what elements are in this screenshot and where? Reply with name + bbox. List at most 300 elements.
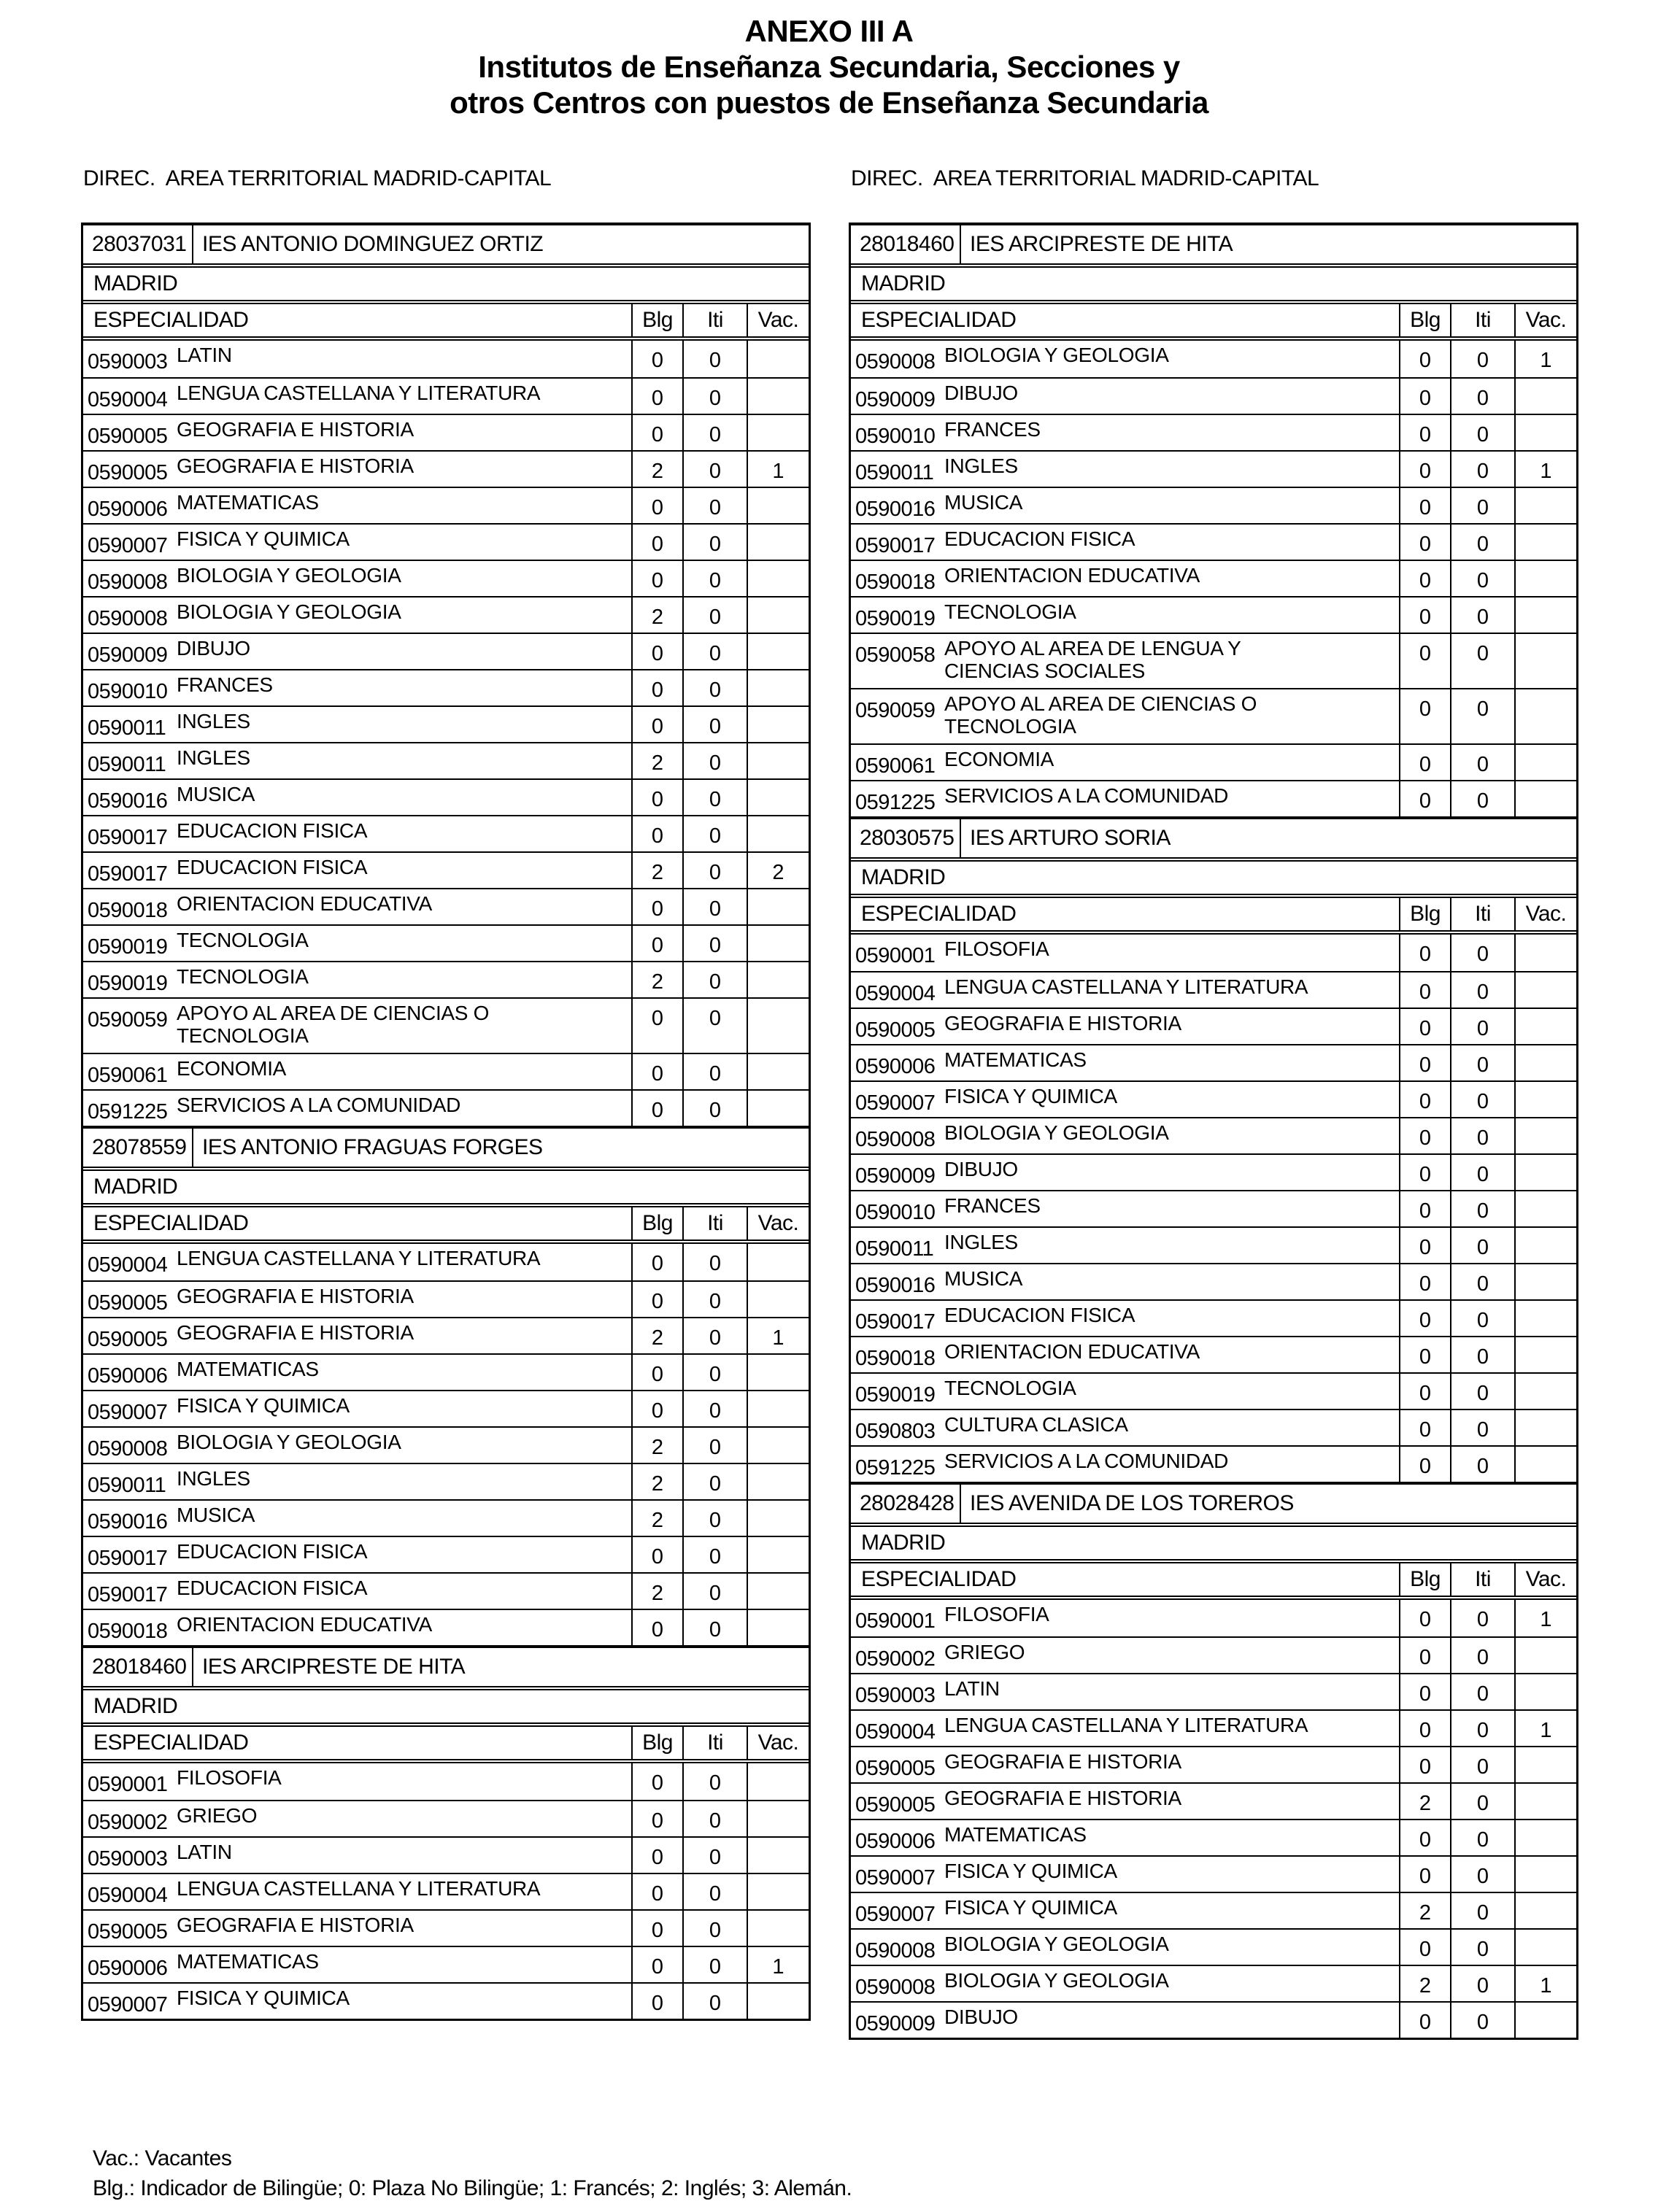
vac-value [1514,1118,1576,1153]
column-right [849,166,1578,2040]
vac-value [1514,2003,1576,2038]
specialty-row [83,815,809,851]
blg-value: 0 [631,561,682,596]
specialty-row [851,935,1576,971]
specialty-row [851,2001,1576,2038]
vac-value [747,707,809,742]
vac-value: 1 [1514,1600,1576,1636]
header-iti: Iti [1450,304,1514,336]
center-name: IES ARCIPRESTE DE HITA [970,232,1233,256]
header-especialidad: ESPECIALIDAD [93,1211,249,1235]
title-line-1: ANEXO III A [744,14,914,48]
blg-value: 0 [631,1282,682,1317]
specialty-code: 0590005 [88,1920,168,1944]
specialty-name: APOYO AL AREA DE LENGUA Y CIENCIAS SOCIALES [944,637,1241,682]
center-header-row [851,225,1576,268]
specialty-row [83,450,809,487]
iti-value: 0 [1450,2003,1514,2038]
blg-value: 0 [1399,1674,1450,1709]
specialty-code: 0590005 [88,425,168,448]
specialty-code: 0590011 [88,1474,166,1497]
header-vac: Vac. [747,1727,809,1759]
specialty-name: SERVICIOS A LA COMUNIDAD [944,1450,1229,1472]
vac-value: 1 [1514,1711,1576,1746]
blg-value: 0 [631,1801,682,1836]
specialty-row [83,1946,809,1982]
specialty-name: BIOLOGIA Y GEOLOGIA [944,344,1169,366]
specialty-code: 0590009 [855,2012,936,2035]
specialty-code: 0590007 [88,1993,168,2016]
vac-value [747,341,809,377]
iti-value: 0 [1450,1264,1514,1299]
specialty-name: LATIN [177,1841,232,1863]
table-column-headers [83,1207,809,1244]
municipality-row: MADRID [83,1171,809,1207]
specialty-code: 0590007 [88,534,168,557]
municipality-row: MADRID [851,862,1576,898]
specialty-code: 0590004 [88,388,168,411]
specialty-row [83,1536,809,1572]
specialty-code: 0590016 [88,789,168,813]
vac-value: 1 [747,1947,809,1982]
specialty-row [83,1426,809,1463]
specialty-row [851,1855,1576,1892]
blg-value: 0 [1399,379,1450,414]
iti-value: 0 [1450,379,1514,414]
specialty-name: ORIENTACION EDUCATIVA [177,892,432,915]
iti-value: 0 [682,889,747,924]
iti-value: 0 [1450,1930,1514,1965]
specialty-row [83,1836,809,1873]
specialty-name: TECNOLOGIA [944,1377,1076,1399]
iti-value: 0 [682,1911,747,1946]
iti-value: 0 [1450,1857,1514,1892]
blg-value: 0 [631,341,682,377]
legend-vac: Vac.: Vacantes [93,2146,232,2170]
specialty-code: 0590009 [855,1164,936,1188]
specialty-name: FILOSOFIA [944,937,1049,960]
vac-value [747,1911,809,1946]
iti-value: 0 [1450,1228,1514,1263]
iti-value: 0 [682,1537,747,1572]
specialty-name: FISICA Y QUIMICA [944,1085,1117,1107]
specialty-code: 0590008 [855,1939,936,1962]
iti-value: 0 [682,1091,747,1126]
vac-value [1514,1191,1576,1226]
specialty-code: 0591225 [88,1100,168,1124]
specialty-row [83,487,809,523]
iti-value: 0 [682,780,747,815]
specialty-code: 0590004 [88,1884,168,1907]
specialty-code: 0590011 [855,1237,934,1261]
specialty-code: 0590004 [88,1253,168,1277]
vac-value [747,926,809,961]
specialty-code: 0590008 [88,607,168,630]
iti-value: 0 [1450,488,1514,523]
specialty-code: 0590007 [88,1401,168,1424]
blg-value: 0 [631,1091,682,1126]
specialty-name: DIBUJO [944,382,1018,404]
specialty-row [83,924,809,961]
iti-value: 0 [682,743,747,778]
blg-value: 0 [631,707,682,742]
blg-value: 2 [1399,1893,1450,1928]
specialty-row [83,1317,809,1353]
specialty-code: 0590005 [855,1757,936,1780]
specialty-name: MATEMATICAS [177,491,319,514]
vac-value [747,1537,809,1572]
iti-value: 0 [682,1244,747,1280]
iti-value: 0 [682,598,747,633]
specialty-row [83,1463,809,1499]
center-section [849,816,1578,1484]
specialty-code: 0590018 [855,571,936,594]
specialty-row [851,450,1576,487]
specialty-row [83,633,809,669]
blg-value: 2 [631,1428,682,1463]
specialty-name: INGLES [944,1231,1018,1253]
blg-value: 0 [1399,2003,1450,2038]
specialty-name: BIOLOGIA Y GEOLOGIA [944,1121,1169,1144]
specialty-code: 0590019 [855,1383,936,1407]
vac-value [747,1574,809,1609]
blg-value: 0 [1399,1045,1450,1080]
vac-value [1514,415,1576,450]
specialty-name: FISICA Y QUIMICA [944,1860,1117,1882]
specialty-row [83,1909,809,1946]
vac-value [747,1763,809,1800]
specialty-row [851,1336,1576,1372]
specialty-name: EDUCACION FISICA [177,856,368,878]
iti-value: 0 [682,1428,747,1463]
specialty-row [83,1390,809,1426]
iti-value: 0 [1450,1447,1514,1482]
specialty-name: ECONOMIA [944,748,1054,770]
blg-value: 0 [1399,488,1450,523]
blg-value: 0 [631,488,682,523]
iti-value: 0 [682,1054,747,1089]
specialty-row [851,1965,1576,2001]
iti-value: 0 [1450,1784,1514,1819]
specialty-row [851,1409,1576,1445]
specialty-code: 0590006 [88,1364,168,1388]
specialty-row [83,1873,809,1909]
specialty-row [851,971,1576,1008]
vac-value [747,561,809,596]
specialty-name: EDUCACION FISICA [944,1304,1135,1326]
vac-value [1514,1410,1576,1445]
blg-value: 0 [631,1911,682,1946]
sections-left [81,223,811,2021]
rows-container [851,341,1576,816]
center-header-row [851,1485,1576,1527]
center-header-row [83,1648,809,1690]
specialty-name: FISICA Y QUIMICA [177,1987,350,2009]
specialty-row [851,596,1576,633]
specialty-name: INGLES [177,746,250,769]
center-code: 28078559 [83,1129,193,1167]
specialty-name: LENGUA CASTELLANA Y LITERATURA [944,975,1308,998]
blg-value: 2 [631,1574,682,1609]
specialty-code: 0590016 [88,1510,168,1534]
iti-value: 0 [1450,745,1514,780]
specialty-row [83,341,809,377]
iti-value: 0 [682,1838,747,1873]
header-iti: Iti [682,1207,747,1240]
sections-right [849,223,1578,2040]
specialty-code: 0590019 [88,972,168,995]
specialty-name: SERVICIOS A LA COMUNIDAD [944,784,1229,807]
iti-value: 0 [1450,561,1514,596]
header-iti: Iti [1450,1563,1514,1596]
specialty-name: TECNOLOGIA [944,600,1076,623]
specialty-code: 0590010 [855,425,936,448]
iti-value: 0 [682,1574,747,1609]
specialty-name: FILOSOFIA [944,1603,1049,1625]
iti-value: 0 [682,525,747,560]
specialty-code: 0590017 [855,1310,936,1334]
specialty-row [851,1600,1576,1636]
center-name: IES ARCIPRESTE DE HITA [202,1655,466,1679]
iti-value: 0 [682,1282,747,1317]
blg-value: 0 [631,670,682,705]
specialty-code: 0590061 [88,1064,168,1087]
header-especialidad: ESPECIALIDAD [861,308,1017,332]
specialty-code: 0590010 [88,680,168,703]
center-section [81,1645,811,2021]
specialty-name: APOYO AL AREA DE CIENCIAS O TECNOLOGIA [944,692,1257,738]
specialty-name: LATIN [177,344,232,366]
specialty-code: 0590008 [855,1128,936,1151]
iti-value: 0 [682,1610,747,1645]
vac-value [747,379,809,414]
specialty-code: 0590019 [855,607,936,630]
iti-value: 0 [682,1947,747,1982]
blg-value: 0 [631,780,682,815]
blg-value: 0 [1399,1374,1450,1409]
iti-value: 0 [1450,781,1514,816]
area-header-left: DIREC. AREA TERRITORIAL MADRID-CAPITAL [83,166,552,190]
iti-value: 0 [1450,1674,1514,1709]
blg-value: 0 [1399,1820,1450,1855]
specialty-row [851,1153,1576,1190]
vac-value [747,889,809,924]
iti-value: 0 [682,1464,747,1499]
specialty-name: FILOSOFIA [177,1766,282,1789]
vac-value [747,816,809,851]
specialty-row [83,742,809,778]
specialty-name: TECNOLOGIA [177,929,309,951]
vac-value: 1 [1514,1966,1576,2001]
specialty-name: EDUCACION FISICA [177,819,368,842]
specialty-code: 0590059 [855,699,936,722]
specialty-code: 0591225 [855,1456,936,1480]
specialty-row [851,1819,1576,1855]
center-code: 28018460 [83,1648,193,1686]
blg-value: 0 [1399,972,1450,1008]
header-blg: Blg [1399,304,1450,336]
specialty-row [851,414,1576,450]
iti-value: 0 [1450,1045,1514,1080]
specialty-code: 0590003 [88,350,168,374]
specialty-row [851,1782,1576,1819]
specialty-code: 0590016 [855,498,936,521]
blg-value: 0 [631,1763,682,1800]
specialty-row [83,1800,809,1836]
vac-value [747,780,809,815]
specialty-code: 0590008 [855,1976,936,1999]
specialty-row [83,1763,809,1800]
specialty-name: ORIENTACION EDUCATIVA [944,564,1200,587]
iti-value: 0 [1450,1747,1514,1782]
iti-value: 0 [1450,1155,1514,1190]
title-line-3: otros Centros con puestos de Enseñanza Secundaria [450,85,1208,120]
specialty-code: 0590008 [855,350,936,374]
specialty-code: 0590002 [855,1647,936,1671]
vac-value [747,1610,809,1645]
specialty-code: 0590018 [855,1347,936,1370]
iti-value: 0 [1450,1638,1514,1673]
iti-value: 0 [682,379,747,414]
center-code: 28018460 [851,225,961,263]
legend-blg: Blg.: Indicador de Bilingüe; 0: Plaza No Bilingüe; 1: Francés; 2: Inglés; 3: Alemán. [93,2176,852,2200]
specialty-code: 0590005 [855,1018,936,1042]
specialty-name: GEOGRAFIA E HISTORIA [177,455,414,477]
vac-value [1514,379,1576,414]
vac-value [1514,1045,1576,1080]
specialty-code: 0590059 [88,1008,168,1032]
blg-value: 0 [1399,1009,1450,1044]
specialty-name: GEOGRAFIA E HISTORIA [177,1285,414,1307]
vac-value [747,1355,809,1390]
blg-value: 2 [631,452,682,487]
iti-value: 0 [682,488,747,523]
specialty-code: 0590009 [88,643,168,667]
specialty-code: 0590011 [855,461,934,484]
specialty-code: 0590006 [855,1830,936,1853]
vac-value [1514,1820,1576,1855]
specialty-row [83,1982,809,2019]
iti-value: 0 [1450,972,1514,1008]
vac-value [747,1501,809,1536]
specialty-row [83,1280,809,1317]
blg-value: 0 [1399,634,1450,688]
specialty-code: 0590005 [855,1793,936,1817]
center-name: IES ARTURO SORIA [970,826,1171,850]
specialty-row [83,961,809,997]
specialty-code: 0590011 [88,716,166,740]
blg-value: 2 [1399,1784,1450,1819]
iti-value: 0 [1450,525,1514,560]
specialty-code: 0590002 [88,1811,168,1834]
specialty-name: GEOGRAFIA E HISTORIA [177,1914,414,1936]
header-blg: Blg [1399,898,1450,930]
specialty-name: TECNOLOGIA [177,965,309,988]
specialty-name: GRIEGO [177,1804,258,1827]
vac-value [1514,1930,1576,1965]
vac-value [1514,1784,1576,1819]
specialty-row [83,523,809,560]
rows-container [851,935,1576,1482]
specialty-row [83,1572,809,1609]
specialty-code: 0591225 [855,791,936,814]
iti-value: 0 [682,1391,747,1426]
header-iti: Iti [682,304,747,336]
rows-container [83,341,809,1126]
specialty-name: MATEMATICAS [944,1048,1087,1071]
iti-value: 0 [1450,1191,1514,1226]
specialty-name: FISICA Y QUIMICA [177,1394,350,1417]
specialty-row [83,1499,809,1536]
specialty-name: APOYO AL AREA DE CIENCIAS O TECNOLOGIA [177,1002,490,1047]
specialty-name: EDUCACION FISICA [944,527,1135,550]
iti-value: 0 [682,853,747,888]
vac-value [747,1282,809,1317]
specialty-name: SERVICIOS A LA COMUNIDAD [177,1094,461,1116]
specialty-row [83,997,809,1053]
header-vac: Vac. [747,304,809,336]
blg-value: 0 [631,889,682,924]
center-section [81,223,811,1128]
specialty-code: 0590016 [855,1274,936,1297]
blg-value: 0 [631,525,682,560]
specialty-code: 0590058 [855,643,936,667]
vac-value [747,1428,809,1463]
iti-value: 0 [682,962,747,997]
blg-value: 0 [1399,415,1450,450]
iti-value: 0 [682,1318,747,1353]
blg-value: 0 [631,1244,682,1280]
iti-value: 0 [1450,598,1514,633]
header-vac: Vac. [1514,1563,1576,1596]
specialty-code: 0590001 [855,944,936,967]
vac-value [1514,1747,1576,1782]
vac-value [1514,525,1576,560]
specialty-name: BIOLOGIA Y GEOLOGIA [944,1933,1169,1955]
specialty-row [851,341,1576,377]
rows-container [851,1600,1576,2038]
specialty-name: ORIENTACION EDUCATIVA [177,1613,432,1636]
blg-value: 2 [631,1318,682,1353]
specialty-row [851,523,1576,560]
specialty-name: FISICA Y QUIMICA [177,527,350,550]
specialty-code: 0590005 [88,461,168,484]
vac-value [1514,1009,1576,1044]
vac-value [1514,1301,1576,1336]
specialty-name: INGLES [944,455,1018,477]
header-blg: Blg [631,1727,682,1759]
specialty-name: ECONOMIA [177,1057,287,1080]
specialty-name: GEOGRAFIA E HISTORIA [944,1012,1181,1035]
municipality-row: MADRID [83,268,809,304]
blg-value: 0 [631,1537,682,1572]
blg-value: 0 [631,1947,682,1982]
blg-value: 0 [631,634,682,669]
blg-value: 0 [1399,1857,1450,1892]
iti-value: 0 [1450,1118,1514,1153]
specialty-row [851,743,1576,780]
specialty-code: 0590006 [88,1957,168,1980]
rows-container [83,1763,809,2019]
center-name: IES AVENIDA DE LOS TOREROS [970,1491,1294,1515]
iti-value: 0 [1450,1711,1514,1746]
header-especialidad: ESPECIALIDAD [93,1730,249,1755]
specialty-name: MUSICA [944,1267,1023,1290]
iti-value: 0 [682,1501,747,1536]
blg-value: 0 [1399,781,1450,816]
vac-value [747,1244,809,1280]
specialty-name: LENGUA CASTELLANA Y LITERATURA [177,1247,541,1269]
